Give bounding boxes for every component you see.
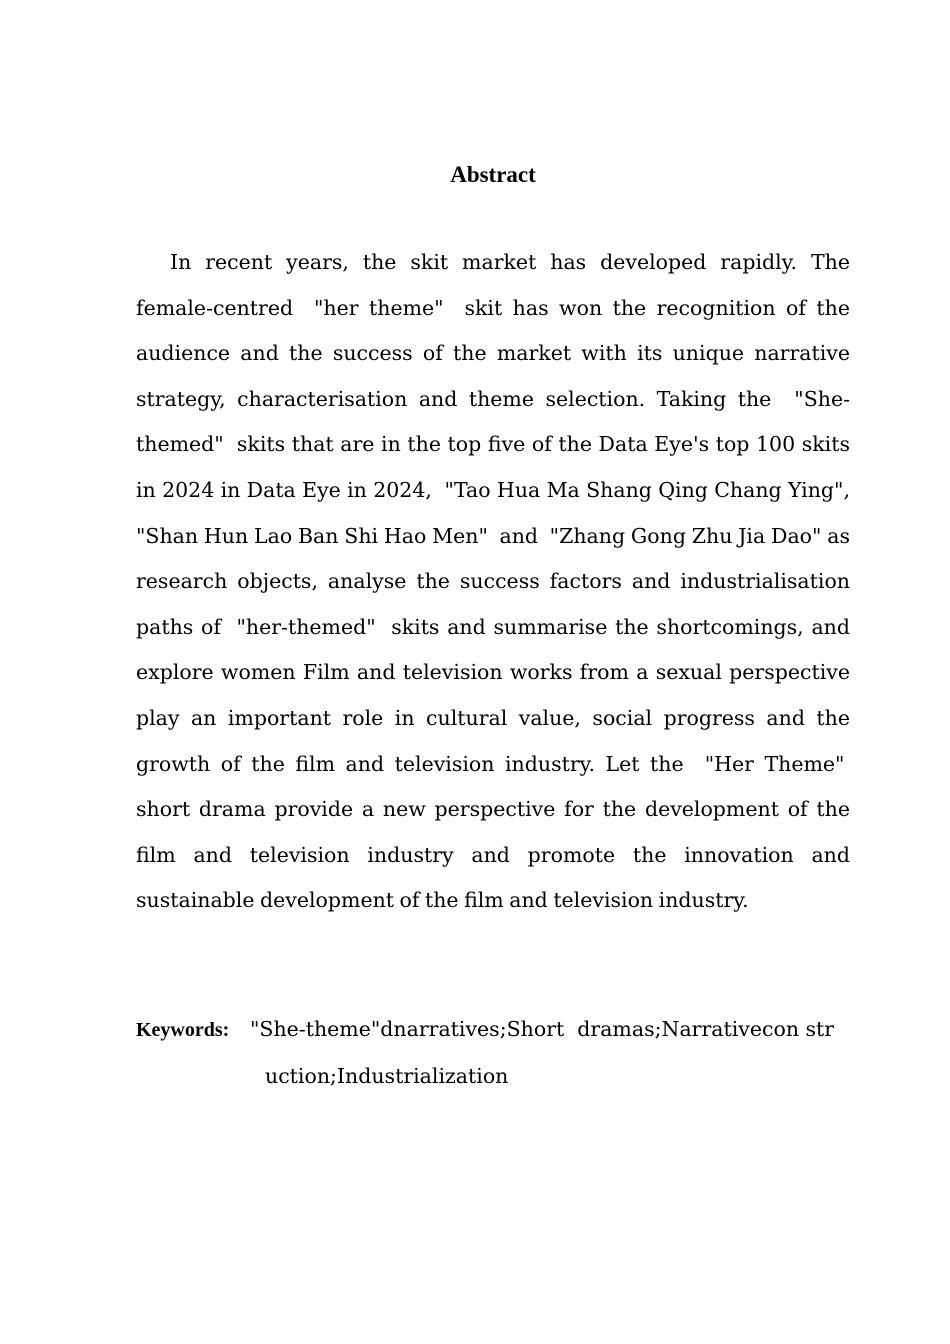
abstract-heading: Abstract: [450, 162, 536, 187]
keywords-value: "She-theme"dnarratives;Short dramas;Narrativecon struction;Industrialization: [250, 1017, 835, 1088]
abstract-body: In recent years, the skit market has developed rapidly. The female-centred "her theme" skit has won the recognition of the audience and the success of the market with its unique narrative strategy, characterisation and theme selection. Taking the "She-themed" skits that are in the top five of the Data Eye's top 100 skits in 2024 in Data Eye in 2024, "Tao Hua Ma Shang Qing Chang Ying", "Shan Hun Lao Ban Shi Hao Men" and "Zhang Gong Zhu Jia Dao" as research objects, analyse the success factors and industrialisation paths of "her-themed" skits and summarise the shortcomings, and explore women Film and television works from a sexual perspective play an important role in cultural value, social progress and the growth of the film and television industry. Let the "Her Theme" short drama provide a new perspective for the development of the film and television industry and promote the innovation and sustainable development of the film and television industry.: [136, 250, 850, 913]
keywords-label: Keywords:: [136, 1019, 230, 1041]
keywords-section: [136, 1007, 836, 1099]
